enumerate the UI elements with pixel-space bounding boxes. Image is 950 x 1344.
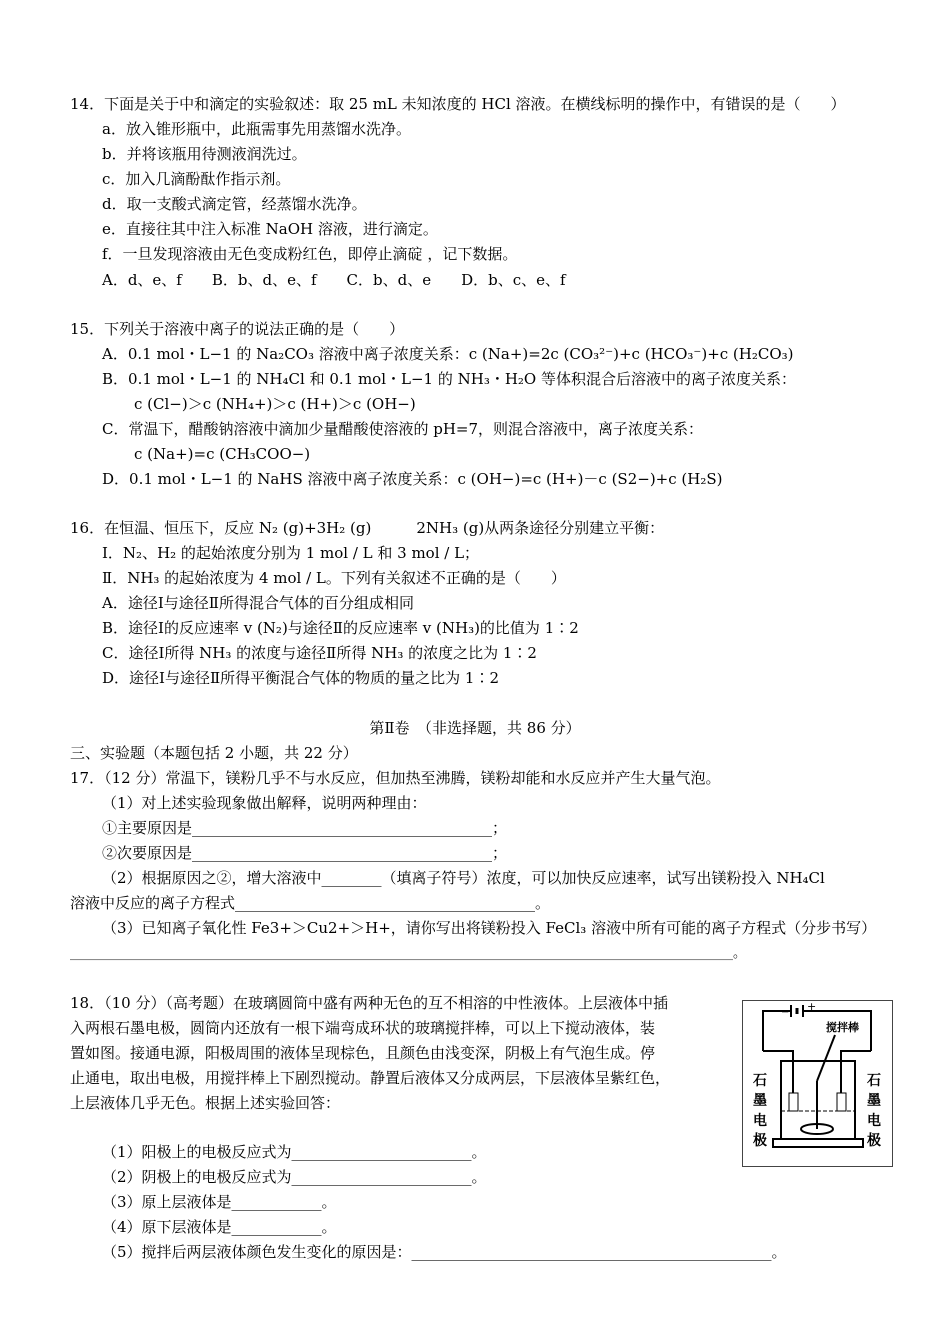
q16-route-1: Ⅰ．N₂、H₂ 的起始浓度分别为 1 mol / L 和 3 mol / L； — [102, 544, 480, 562]
q18-text-line-2: 入两根石墨电极，圆筒内还放有一根下端弯成环状的玻璃搅拌棒，可以上下搅动液体，装 — [70, 1019, 656, 1037]
q16-option-c: C．途径Ⅰ所得 NH₃ 的浓度与途径Ⅱ所得 NH₃ 的浓度之比为 1∶2 — [102, 644, 537, 662]
left-label-char-1: 石 — [753, 1073, 767, 1089]
q15-option-b: B．0.1 mol・L−1 的 NH₄Cl 和 0.1 mol・L−1 的 NH₃・H₂O 等体积混合后溶液中的离子浓度关系： — [102, 370, 797, 388]
right-label-char-1: 石 — [867, 1073, 881, 1089]
q16-stem: 16．在恒温、恒压下，反应 N₂ (g)+3H₂ (g) 2NH₃ (g)从两条途径分别建立平衡： — [70, 519, 665, 537]
electrolysis-apparatus-drawing — [743, 1001, 892, 1166]
stirrer-label: 搅拌棒 — [826, 1021, 859, 1034]
right-electrode-label — [867, 1073, 886, 1149]
q18-answer-5: （5）搅拌后两层液体颜色发生变化的原因是：________________________________________________。 — [102, 1243, 787, 1261]
q18-text-line-5: 上层液体几乎无色。根据上述实验回答： — [70, 1094, 341, 1112]
q18-answer-1: （1）阳极上的电极反应式为________________________。 — [102, 1143, 487, 1161]
right-label-char-2: 墨 — [867, 1093, 881, 1109]
q14-item-f: f．一旦发现溶液由无色变成粉红色，即停止滴碇 ，记下数据。 — [102, 245, 518, 263]
q17-part3: （3）已知离子氧化性 Fe3+＞Cu2+＞H+，请你写出将镁粉投入 FeCl₃ 溶液中所有可能的离子方程式（分步书写） — [102, 919, 877, 937]
q18-answer-2: （2）阴极上的电极反应式为________________________。 — [102, 1168, 487, 1186]
q15-option-d: D．0.1 mol・L−1 的 NaHS 溶液中离子浓度关系：c (OH−)=c (H+)－c (S2−)+c (H₂S) — [102, 470, 723, 488]
q18-text-line-3: 置如图。接通电源，阳极周围的液体呈现棕色，且颜色由浅变深，阴极上有气泡生成。停 — [70, 1044, 656, 1062]
q15-option-b-relation: c (Cl−)＞c (NH₄+)＞c (H+)＞c (OH−) — [134, 395, 416, 413]
q14-item-a: a．放入锥形瓶中，此瓶需事先用蒸馏水洗净。 — [102, 120, 411, 138]
q16-option-b: B．途径Ⅰ的反应速率 v (N₂)与途径Ⅱ的反应速率 v (NH₃)的比值为 1∶2 — [102, 619, 579, 637]
left-electrode-label — [753, 1073, 772, 1149]
q18-text-line-1: 18．（10 分）（高考题）在玻璃圆筒中盛有两种无色的互不相溶的中性液体。上层液体中插 — [70, 994, 668, 1012]
q17-part1-minor-reason: ②次要原因是________________________________________； — [102, 844, 508, 862]
apparatus-base — [773, 1139, 863, 1147]
left-label-char-2: 墨 — [753, 1093, 767, 1109]
q14-item-b: b．并将该瓶用待测液润洗过。 — [102, 145, 307, 163]
q16-route-2: Ⅱ．NH₃ 的起始浓度为 4 mol / L。下列有关叙述不正确的是（ ） — [102, 569, 566, 587]
q14-item-d: d．取一支酸式滴定管，经蒸馏水洗净。 — [102, 195, 367, 213]
q16-option-d: D．途径Ⅰ与途径Ⅱ所得平衡混合气体的物质的量之比为 1∶2 — [102, 669, 500, 687]
q15-stem: 15．下列关于溶液中离子的说法正确的是（ ） — [70, 320, 405, 338]
left-label-char-4: 极 — [753, 1133, 767, 1149]
q14-item-c: c．加入几滴酚酞作指示剂。 — [102, 170, 291, 188]
q14-options: A．d、e、f B．b、d、e、f C．b、d、e D．b、c、e、f — [102, 271, 566, 289]
q17-part2-continued: 溶液中反应的离子方程式________________________________________。 — [70, 894, 551, 912]
left-graphite-electrode — [789, 1093, 798, 1111]
electrolysis-apparatus-figure — [742, 1000, 893, 1167]
q15-option-a: A．0.1 mol・L−1 的 Na₂CO₃ 溶液中离子浓度关系：c (Na+)=2c (CO₃²⁻)+c (HCO₃⁻)+c (H₂CO₃) — [102, 345, 794, 363]
q17-part2: （2）根据原因之②，增大溶液中________（填离子符号）浓度，可以加快反应速率，试写出镁粉投入 NH₄Cl — [102, 869, 825, 887]
left-label-char-3: 电 — [753, 1113, 767, 1129]
q17-part3-answer-line: ______________________________________________________________________________________________________。 — [70, 946, 746, 961]
stirrer-handle — [817, 1035, 835, 1081]
q18-answer-3: （3）原上层液体是____________。 — [102, 1193, 337, 1211]
q15-option-c: C．常温下，醋酸钠溶液中滴加少量醋酸使溶液的 pH=7，则混合溶液中，离子浓度关系： — [102, 420, 704, 438]
q18-answer-4: （4）原下层液体是____________。 — [102, 1218, 337, 1236]
part2-title: 第Ⅱ卷 （非选择题，共 86 分） — [369, 719, 581, 737]
right-label-char-4: 极 — [867, 1133, 881, 1149]
q14-item-e: e．直接往其中注入标准 NaOH 溶液，进行滴定。 — [102, 220, 438, 238]
section3-title: 三、实验题（本题包括 2 小题，共 22 分） — [70, 744, 358, 762]
q17-stem: 17．（12 分）常温下，镁粉几乎不与水反应，但加热至沸腾，镁粉却能和水反应并产生大量气泡。 — [70, 769, 721, 787]
q17-part1-main-reason: ①主要原因是________________________________________； — [102, 819, 508, 837]
right-graphite-electrode — [837, 1093, 846, 1111]
q14-stem: 14．下面是关于中和滴定的实验叙述：取 25 mL 未知浓度的 HCl 溶液。在横线标明的操作中，有错误的是（ ） — [70, 95, 846, 113]
q15-option-c-relation: c (Na+)=c (CH₃COO−) — [134, 445, 311, 463]
minus-sign: − — [781, 1007, 790, 1018]
plus-sign: + — [807, 1001, 817, 1013]
q17-part1: （1）对上述实验现象做出解释，说明两种理由： — [102, 794, 427, 812]
right-label-char-3: 电 — [867, 1113, 881, 1129]
q18-text-line-4: 止通电，取出电极，用搅拌棒上下剧烈搅动。静置后液体又分成两层，下层液体呈紫红色， — [70, 1069, 671, 1087]
q16-option-a: A．途径Ⅰ与途径Ⅱ所得混合气体的百分组成相同 — [102, 594, 414, 612]
